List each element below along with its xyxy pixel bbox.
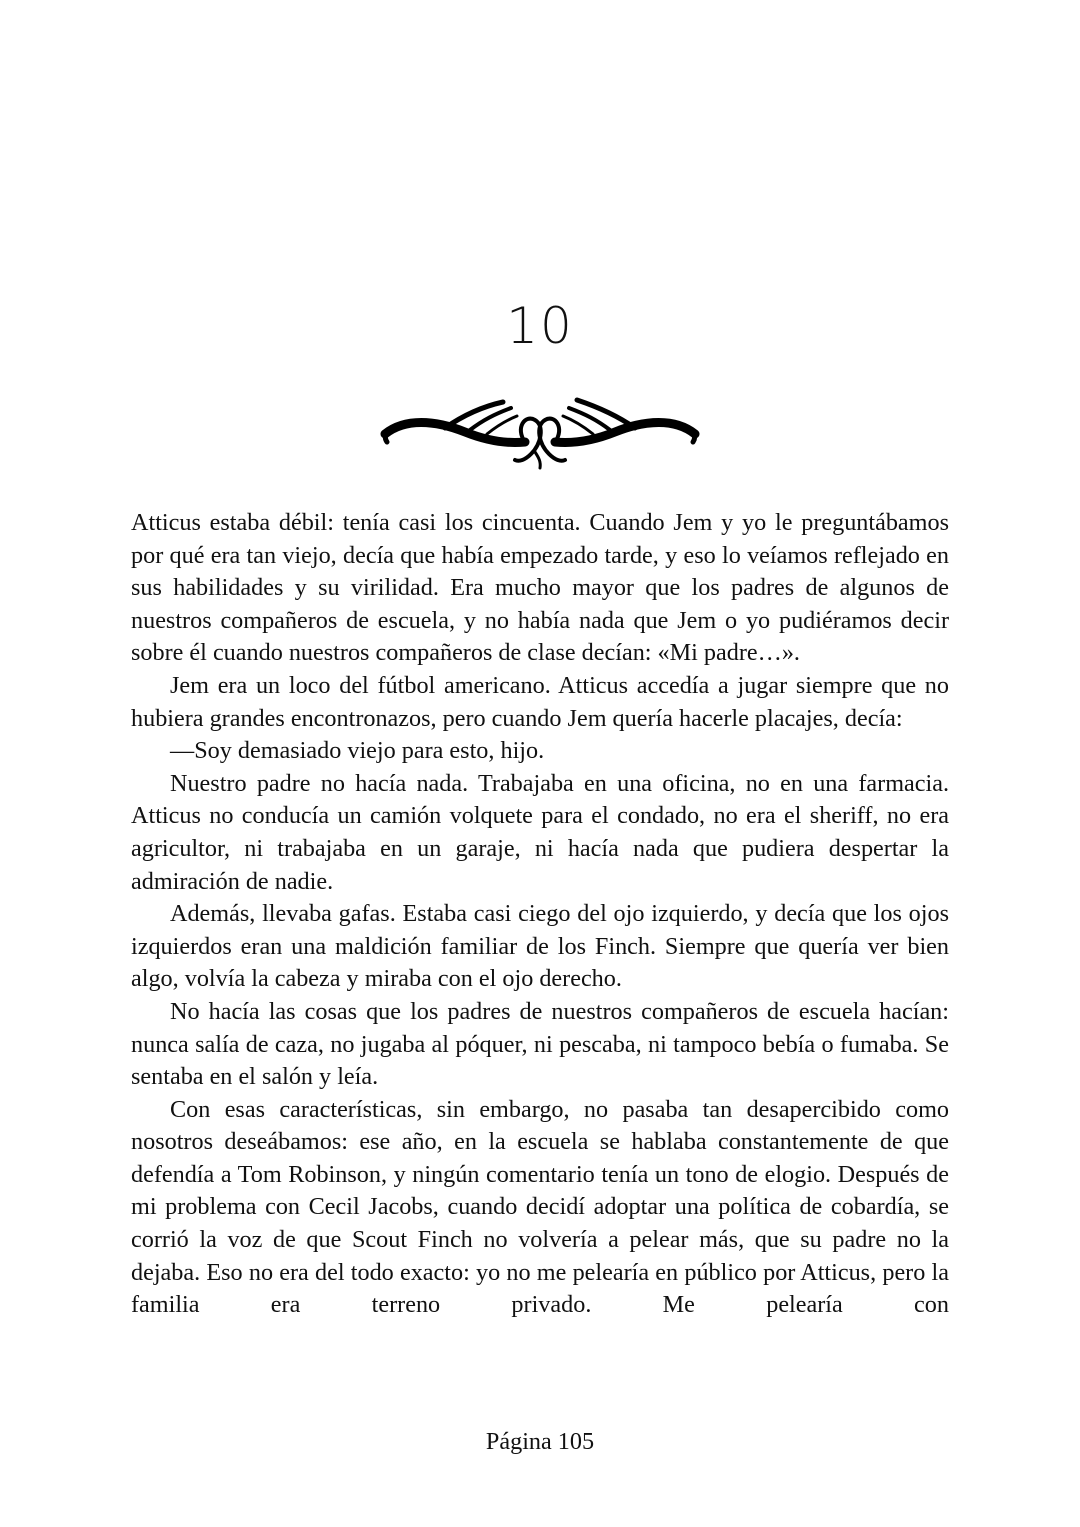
page-number: Página 105 <box>485 1428 595 1455</box>
paragraph: Con esas características, sin embargo, no pasaba tan desapercibido como nosotros deseábamos: ese año, en la escuela se hablaba constantemente de que defendía a Tom Robinson, y ningún comentario tenía un tono de elogio. Después de mi problema con Cecil Jacobs, cuando decidí adoptar una política de cobardía, se corrió la voz de que Scout Finch no volvería a pelear más, que su padre no la dejaba. Eso no era del todo exacto: yo no me pelearía en público por Atticus, pero la familia era terreno privado. Me pelearía con <box>131 1095 949 1319</box>
paragraph: —Soy demasiado viejo para esto, hijo. <box>170 737 545 765</box>
chapter-body <box>131 507 949 1322</box>
paragraph: Jem era un loco del fútbol americano. Atticus accedía a jugar siempre que no hubiera grandes encontronazos, pero cuando Jem quería hacerle placajes, decía: <box>131 671 949 732</box>
paragraph: No hacía las cosas que los padres de nuestros compañeros de escuela hacían: nunca salía de caza, no jugaba al póquer, ni pescaba, ni tampoco bebía o fumaba. Se sentaba en el salón y leía. <box>131 997 949 1091</box>
paragraph: Además, llevaba gafas. Estaba casi ciego del ojo izquierdo, y decía que los ojos izquierdos eran una maldición familiar de los Finch. Siempre que quería ver bien algo, volvía la cabeza y miraba con el ojo derecho. <box>131 900 949 993</box>
paragraph: Nuestro padre no hacía nada. Trabajaba en una oficina, no en una farmacia. Atticus no conducía un camión volquete para el condado, no era el sheriff, no era agricultor, ni trabajaba en un garaje, ni hacía nada que pudiera despertar la admiración de nadie. <box>131 769 949 895</box>
chapter-number: 10 <box>506 297 574 355</box>
paragraph: Atticus estaba débil: tenía casi los cincuenta. Cuando Jem y yo le preguntábamos por qué era tan viejo, decía que había empezado tarde, y eso lo veíamos reflejado en sus habilidades y su virilidad. Era mucho mayor que los padres de algunos de nuestros compañeros de escuela, y no había nada que Jem o yo pudiéramos decir sobre él cuando nuestros compañeros de clase decían: «Mi padre…». <box>131 509 949 667</box>
flourish-divider-icon <box>375 392 705 472</box>
